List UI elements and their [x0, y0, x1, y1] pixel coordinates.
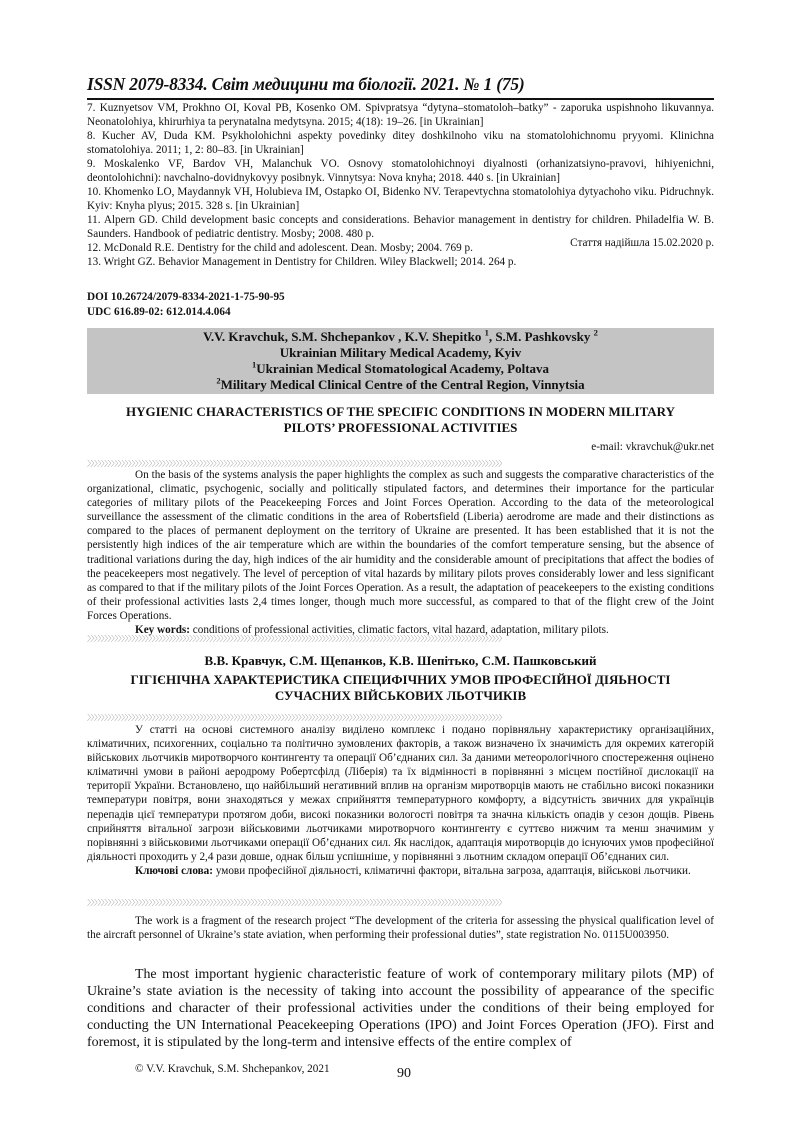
running-head: ISSN 2079-8334. Світ медицини та біології. 2021. № 1 (75)	[87, 74, 714, 100]
abstract-en	[87, 468, 714, 637]
reference-item: 7. Kuznyetsov VM, Prokhno OI, Koval PB, Kosenko OM. Spivpratsya “dytyna–stomatoloh–batky” - zaporuka uspishnoho likuvannya. Neonatolohiya, khirurhiya ta perynatalna medytsyna. 2015; 4(18): 19–26. [in Ukrainian]	[87, 102, 714, 128]
decorative-separator: 〉〉〉〉〉〉〉〉〉〉〉〉〉〉〉〉〉〉〉〉〉〉〉〉〉〉〉〉〉〉〉〉〉〉〉〉〉〉〉〉〉〉〉〉〉〉〉〉〉〉〉〉〉〉〉〉〉〉〉〉〉〉〉〉〉〉〉〉〉〉〉〉〉〉〉〉〉〉〉〉〉〉〉〉〉〉〉〉〉〉〉〉〉〉〉〉〉〉〉〉〉〉〉〉〉〉〉〉〉〉〉〉〉〉〉〉〉〉〉〉〉〉	[87, 899, 506, 907]
keywords-ua: Ключові слова: умови професійної діяльності, кліматичні фактори, вітальна загроза, адаптація, військові льотчики.	[135, 864, 691, 877]
abstract-text: On the basis of the systems analysis the paper highlights the complex as such and suggests the comparative characteristics of the organizational, climatic, psychogenic, socially and politically stipulated factors, and determines their importance for the particular categories of military pilots of the Peacekeeping Forces and Joint Forces Operation. According to the data of the meteorological surveillance the assessment of the climatic conditions in the area of Robertsfield (Liberia) aerodrome are made and their distinctions as compared to the places of permanent deployment on the territory of Ukraine are presented. It has been established that it is not the persistently high indices of the air temperature which are within the boundaries of the comfort temperature sensing, but the absence of traditional variations during the day, high indices of the air humidity and the considerable amount of precipitations that affect the bodies of the peacekeepers most negatively. The level of perception of vital hazards by military pilots proves considerably lower and less significant as compared to that if the military pilots of the Joint Forces Operation. As a result, the adaptation of peacekeepers to the existing conditions of their professional activities lasts 2,4 times longer, though much more successful, as compared to that of the flight crew of the Joint Forces Operations.	[87, 469, 714, 622]
authors-ua: В.В. Кравчук, С.М. Щепанков, К.В. Шепітько, С.М. Пашковський	[204, 653, 597, 668]
reference-item: 10. Khomenko LO, Maydannyk VH, Holubieva IM, Ostapko OI, Bidenko NV. Terapevtychna stomatolohiya dytyachoho viku. Pidruchnyk. Kyiv: Knyha plyus; 2015. 328 s. [in Ukrainian]	[87, 186, 714, 212]
keywords-en: Key words: conditions of professional activities, climatic factors, vital hazard, adaptation, military pilots.	[135, 624, 609, 637]
page-number: 90	[397, 1066, 411, 1081]
udc: UDC 616.89-02: 612.014.4.064	[87, 306, 231, 318]
authors-affiliations-box	[87, 328, 714, 394]
reference-item: 12. McDonald R.E. Dentistry for the child and adolescent. Dean. Mosby; 2004. 769 p.	[87, 242, 473, 254]
affiliation: Ukrainian Military Medical Academy, Kyiv	[279, 345, 522, 360]
affiliation: $^1$Ukrainian Medical Stomatological Academy, Poltava	[251, 359, 550, 376]
reference-item: 9. Moskalenko VF, Bardov VH, Malanchuk VO. Osnovy stomatolohichnoyi diyalnosti (orhanizatsiyno-pravovi, hihiyenichni, deontolohichni): navchalno-dovidnykovyy posibnyk. Vinnytsya: Nova knyha; 2018. 440 s. [in Ukrainian]	[87, 158, 714, 184]
reference-item: 8. Kucher AV, Duda KM. Psykholohichni aspekty povedinky ditey doshkilnoho viku na stomatolohichnomu pryyomi. Klinichna stomatolohiya. 2011; 1, 2: 80–83. [in Ukrainian]	[87, 130, 714, 156]
article-title-ua: ГІГІЄНІЧНА ХАРАКТЕРИСТИКА СПЕЦИФІЧНИХ УМОВ ПРОФЕСІЙНОЇ ДІЯЬНОСТІ СУЧАСНИХ ВІЙСЬКОВИХ ЛЬОТЧИКІВ	[130, 672, 671, 703]
decorative-separator: 〉〉〉〉〉〉〉〉〉〉〉〉〉〉〉〉〉〉〉〉〉〉〉〉〉〉〉〉〉〉〉〉〉〉〉〉〉〉〉〉〉〉〉〉〉〉〉〉〉〉〉〉〉〉〉〉〉〉〉〉〉〉〉〉〉〉〉〉〉〉〉〉〉〉〉〉〉〉〉〉〉〉〉〉〉〉〉〉〉〉〉〉〉〉〉〉〉〉〉〉〉〉〉〉〉〉〉〉〉〉〉〉〉〉〉〉〉〉〉〉〉〉	[87, 635, 506, 643]
reference-item: 13. Wright GZ. Behavior Management in Dentistry for Children. Wiley Blackwell; 2014. 264 p.	[87, 256, 517, 268]
abstract-text: У статті на основі системного аналізу виділено комплекс і подано порівняльну характеристику організаційних, кліматичних, психогенних, соціально та політично зумовлених факторів, а також визначено їх значимість для окремих категорій військових льотчиків миротворчого контингенту та операції Об’єднаних сил. За даними метеорологічного спостереження оцінено кліматичні умови в районі аеродрому Робертсфілд (Ліберія) та їх відмінності в порівнянні з місцем постійної дислокації на території України. Встановлено, що найбільший негативний вплив на організм миротворців мають не стабільно високі показники температури повітря, вони знаходяться у межах сприйняття температурного комфорту, а відсутність звичних для українців перепадів цієї температури протягом доби, високі показники вологості повітря та значна кількість опадів у сезон дощів. Рівень сприйняття вітальної загрози військовими льотчиками миротворчого контингенту є суттєво нижчим та менш значимим у порівнянні з військовими льотчиками операції Об’єднаних сил. Як наслідок, адаптація миротворців до існуючих умов професійної діяльності проходить у 2,4 рази довше, однак більш успішніше, у порівнянні з льотним складом операції Об’єднаних сил.	[87, 724, 714, 863]
decorative-separator: 〉〉〉〉〉〉〉〉〉〉〉〉〉〉〉〉〉〉〉〉〉〉〉〉〉〉〉〉〉〉〉〉〉〉〉〉〉〉〉〉〉〉〉〉〉〉〉〉〉〉〉〉〉〉〉〉〉〉〉〉〉〉〉〉〉〉〉〉〉〉〉〉〉〉〉〉〉〉〉〉〉〉〉〉〉〉〉〉〉〉〉〉〉〉〉〉〉〉〉〉〉〉〉〉〉〉〉〉〉〉〉〉〉〉〉〉〉〉〉〉〉〉	[87, 460, 506, 468]
received-date: Стаття надійшла 15.02.2020 р.	[570, 237, 714, 249]
contact-email: e-mail: vkravchuk@ukr.net	[591, 441, 714, 453]
affiliation: $^2$Military Medical Clinical Centre of the Central Region, Vinnytsia	[216, 375, 585, 392]
decorative-separator: 〉〉〉〉〉〉〉〉〉〉〉〉〉〉〉〉〉〉〉〉〉〉〉〉〉〉〉〉〉〉〉〉〉〉〉〉〉〉〉〉〉〉〉〉〉〉〉〉〉〉〉〉〉〉〉〉〉〉〉〉〉〉〉〉〉〉〉〉〉〉〉〉〉〉〉〉〉〉〉〉〉〉〉〉〉〉〉〉〉〉〉〉〉〉〉〉〉〉〉〉〉〉〉〉〉〉〉〉〉〉〉〉〉〉〉〉〉〉〉〉〉〉	[87, 714, 506, 722]
article-title-en: HYGIENIC CHARACTERISTICS OF THE SPECIFIC CONDITIONS IN MODERN MILITARY PILOTS’ PROFESSIONAL ACTIVITIES	[126, 404, 675, 435]
body-text	[87, 966, 714, 1051]
doi: DOI 10.26724/2079-8334-2021-1-75-90-95	[87, 291, 285, 303]
abstract-ua	[87, 723, 714, 878]
body-paragraph: The most important hygienic characteristic feature of work of contemporary military pilots (MP) of Ukraine’s state aviation is the necessity of taking into account the possibility of appearance of the specific conditions and character of their professional activities under the conditions of their being employed for conducting the UN International Peacekeeping Operations (IPO) and Joint Forces Operation (JFO). First and foremost, it is stipulated by the long-term and intensive effects of the entire complex of	[87, 967, 714, 1050]
copyright-notice: © V.V. Kravchuk, S.M. Shchepankov, 2021	[135, 1063, 330, 1075]
authors-en: V.V. Kravchuk, S.M. Shchepankov , K.V. Shepitko $^1$, S.M. Pashkovsky $^2$	[203, 327, 598, 344]
article-identifiers	[87, 290, 285, 320]
research-project-note: The work is a fragment of the research project “The development of the criteria for assessing the physical qualification level of the aircraft personnel of Ukraine’s state aviation, when performing their professional duties”, state registration No. 0115U003950.	[87, 915, 714, 942]
reference-item: 11. Alpern GD. Child development basic concepts and considerations. Behavior management in dentistry for children. Philadelfia W. B. Saunders. Handbook of pediatric dentistry. Mosby; 2008. 480 p.	[87, 214, 714, 240]
